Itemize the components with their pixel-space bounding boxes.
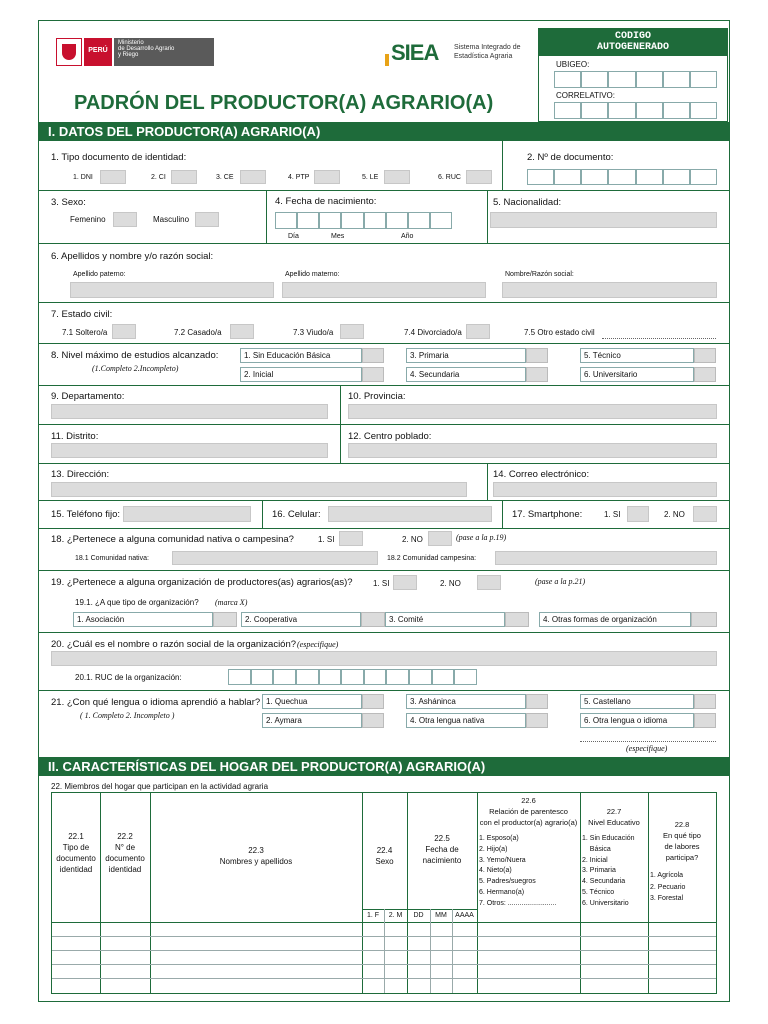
ministry-logo bbox=[56, 38, 214, 66]
siea-logo-text: SIEA bbox=[391, 40, 439, 65]
col-22-5-header: 22.5 Fecha de nacimiento bbox=[422, 834, 462, 865]
q15-phone-field[interactable] bbox=[123, 506, 251, 522]
q11-label: 11. Distrito: bbox=[51, 431, 99, 442]
q17-no-box[interactable] bbox=[693, 506, 717, 522]
q7-married-box[interactable] bbox=[230, 324, 254, 339]
q19-no-box[interactable] bbox=[477, 575, 501, 590]
q3-female-box[interactable] bbox=[113, 212, 137, 227]
q19-option-association: 1. Asociación bbox=[73, 612, 213, 627]
q18-1-native-field[interactable] bbox=[172, 551, 378, 565]
q21-note: ( 1. Completo 2. Incompleto ) bbox=[80, 711, 175, 720]
q1-option-le: 5. LE bbox=[362, 174, 379, 181]
q1-option-ptp: 4. PTP bbox=[288, 174, 310, 181]
ministry-line-3: y Riego bbox=[118, 52, 139, 58]
q19-yes-box[interactable] bbox=[393, 575, 417, 590]
q6-name-label: Nombre/Razón social: bbox=[505, 271, 574, 278]
relation-option: 6. Hermano(a) bbox=[479, 888, 525, 896]
section-2-title: II. CARACTERÍSTICAS DEL HOGAR DEL PRODUCTOR(A) AGRARIO(A) bbox=[38, 757, 730, 776]
q21-option-5: 5. Castellano bbox=[580, 694, 694, 709]
code-title-bar bbox=[539, 29, 727, 56]
q1-option-dni: 1. DNI bbox=[73, 174, 93, 181]
siea-subtitle-2: Estadística Agraria bbox=[454, 53, 513, 60]
siea-bar-icon bbox=[385, 54, 389, 66]
q2-label: 2. Nº de documento: bbox=[527, 152, 614, 163]
table-row[interactable] bbox=[52, 979, 716, 993]
q3-male-box[interactable] bbox=[195, 212, 219, 227]
q19-option-no: 2. NO bbox=[440, 579, 461, 588]
q18-yes-box[interactable] bbox=[339, 531, 363, 546]
q17-option-yes: 1. SI bbox=[604, 510, 621, 519]
education-option: 1. Sin Educación Básica bbox=[582, 835, 635, 853]
q6-maternal-label: Apellido materno: bbox=[285, 271, 340, 278]
q18-2-peasant-field[interactable] bbox=[495, 551, 717, 565]
col-22-5-day: DD bbox=[413, 912, 424, 919]
col-22-6-header: 22.6 Relación de parentesco con el productor(a) agrario(a) bbox=[479, 796, 578, 827]
q7-option-single: 7.1 Soltero/a bbox=[62, 328, 108, 337]
q8-option-4: 4. Secundaria bbox=[406, 367, 526, 382]
q16-label: 16. Celular: bbox=[272, 509, 321, 520]
table-row[interactable] bbox=[52, 923, 716, 937]
q19-committee-box[interactable] bbox=[505, 612, 529, 627]
q21-box-1[interactable] bbox=[362, 694, 384, 709]
q18-no-box[interactable] bbox=[428, 531, 452, 546]
q4-day-label: Día bbox=[288, 233, 299, 240]
q19-1-label: 19.1. ¿A que tipo de organización? bbox=[75, 598, 199, 607]
q1-label: 1. Tipo documento de identidad: bbox=[51, 152, 187, 163]
labor-option: 1. Agrícola bbox=[650, 872, 684, 879]
relation-option: 5. Padres/suegros bbox=[479, 878, 536, 886]
q8-box-1[interactable] bbox=[362, 348, 384, 363]
q6-name-field[interactable] bbox=[502, 282, 717, 298]
q17-option-no: 2. NO bbox=[664, 510, 685, 519]
q21-label: 21. ¿Con qué lengua o idioma aprendió a hablar? bbox=[51, 697, 261, 708]
relation-option: 3. Yerno/Nuera bbox=[479, 856, 526, 864]
q8-option-2: 2. Inicial bbox=[240, 367, 362, 382]
ubigeo-field[interactable] bbox=[554, 71, 717, 88]
q3-label: 3. Sexo: bbox=[51, 197, 86, 208]
q14-label: 14. Correo electrónico: bbox=[493, 469, 590, 480]
code-title-line-2: AUTOGENERADO bbox=[596, 42, 669, 53]
q8-box-5[interactable] bbox=[694, 348, 716, 363]
q7-divorced-box[interactable] bbox=[466, 324, 490, 339]
q19-label: 19. ¿Pertenece a alguna organización de productores(as) agrarios(as)? bbox=[51, 577, 353, 588]
col-22-8-options bbox=[650, 870, 716, 905]
labor-option: 2. Pecuario bbox=[650, 883, 686, 891]
education-option: 6. Universitario bbox=[582, 899, 629, 907]
education-option: 3. Primaria bbox=[582, 867, 616, 875]
ubigeo-label: UBIGEO: bbox=[556, 60, 590, 69]
q20-organization-name-field[interactable] bbox=[51, 651, 717, 666]
q20-note: (especifique) bbox=[297, 640, 339, 649]
q22-label: 22. Miembros del hogar que participan en la actividad agraria bbox=[51, 782, 269, 791]
q6-paternal-label: Apellido paterno: bbox=[73, 271, 126, 278]
col-22-6-options bbox=[479, 834, 579, 910]
section-1-title: I. DATOS DEL PRODUCTOR(A) AGRARIO(A) bbox=[38, 122, 730, 141]
q4-label: 4. Fecha de nacimiento: bbox=[275, 196, 377, 207]
relation-option: 1. Esposo(a) bbox=[479, 835, 519, 842]
q4-year-label: Año bbox=[401, 233, 414, 240]
q21-box-6[interactable] bbox=[694, 713, 716, 728]
q6-maternal-field[interactable] bbox=[282, 282, 486, 298]
q21-box-2[interactable] bbox=[362, 713, 384, 728]
household-members-table bbox=[51, 792, 717, 994]
col-22-5-year: AAAA bbox=[455, 912, 474, 919]
siea-logo bbox=[385, 40, 535, 68]
q16-mobile-field[interactable] bbox=[328, 506, 492, 522]
q21-specify-note: (especifique) bbox=[626, 744, 668, 753]
col-22-4-header: 22.4 Sexo bbox=[375, 846, 394, 866]
q21-box-3[interactable] bbox=[526, 694, 548, 709]
q1-option-ruc: 6. RUC bbox=[438, 174, 461, 181]
col-22-7-options bbox=[582, 834, 648, 910]
autogenerated-code-box bbox=[538, 28, 728, 122]
code-title-line-1: CODIGO bbox=[614, 31, 651, 42]
q5-label: 5. Nacionalidad: bbox=[493, 197, 562, 208]
q1-le-box[interactable] bbox=[384, 170, 410, 184]
q19-option-yes: 1. SI bbox=[373, 579, 390, 588]
q19-note: (pase a la p.21) bbox=[535, 577, 586, 586]
q12-label: 12. Centro poblado: bbox=[348, 431, 432, 442]
q19-cooperative-box[interactable] bbox=[361, 612, 385, 627]
q13-label: 13. Dirección: bbox=[51, 469, 110, 480]
correlativo-label: CORRELATIVO: bbox=[556, 91, 615, 100]
col-22-4-female: 1. F bbox=[366, 912, 380, 919]
q1-option-ce: 3. CE bbox=[216, 174, 234, 181]
q12-town-field[interactable] bbox=[348, 443, 717, 458]
education-option: 4. Secundaria bbox=[582, 878, 626, 886]
q8-box-4[interactable] bbox=[526, 367, 548, 382]
q7-label: 7. Estado civil: bbox=[51, 309, 113, 320]
q21-box-5[interactable] bbox=[694, 694, 716, 709]
q20-1-label: 20.1. RUC de la organización: bbox=[75, 673, 182, 682]
q8-option-6: 6. Universitario bbox=[580, 367, 694, 382]
q7-option-married: 7.2 Casado/a bbox=[174, 328, 222, 337]
q9-department-field[interactable] bbox=[51, 404, 328, 419]
page-title: PADRÓN DEL PRODUCTOR(A) AGRARIO(A) bbox=[74, 92, 494, 114]
q21-option-2: 2. Aymara bbox=[262, 713, 362, 728]
q21-specify-line[interactable] bbox=[580, 741, 716, 742]
q8-box-6[interactable] bbox=[694, 367, 716, 382]
q3-option-male: Masculino bbox=[153, 215, 190, 224]
q4-birthdate-field[interactable] bbox=[275, 212, 452, 229]
q8-option-1: 1. Sin Educación Básica bbox=[240, 348, 362, 363]
col-22-3-header: 22.3 Nombres y apellidos bbox=[219, 846, 293, 866]
siea-subtitle-1: Sistema Integrado de bbox=[454, 44, 521, 51]
q4-month-label: Mes bbox=[331, 233, 345, 240]
q7-option-divorced: 7.4 Divorciado/a bbox=[404, 328, 462, 337]
table-row[interactable] bbox=[52, 951, 716, 965]
q3-option-female: Femenino bbox=[70, 215, 106, 224]
col-22-1-header: 22.1 Tipo de documento identidad bbox=[56, 832, 96, 874]
q18-option-yes: 1. SI bbox=[318, 535, 335, 544]
ministry-line-1: Ministerio bbox=[118, 40, 144, 46]
q17-label: 17. Smartphone: bbox=[512, 509, 583, 520]
q21-option-1: 1. Quechua bbox=[262, 694, 362, 709]
q8-box-2[interactable] bbox=[362, 367, 384, 382]
q7-widowed-box[interactable] bbox=[340, 324, 364, 339]
q8-option-3: 3. Primaria bbox=[406, 348, 526, 363]
q7-option-other: 7.5 Otro estado civil bbox=[524, 328, 595, 337]
q6-label: 6. Apellidos y nombre y/o razón social: bbox=[51, 251, 214, 262]
q10-province-field[interactable] bbox=[348, 404, 717, 419]
q20-1-ruc-field[interactable] bbox=[228, 669, 477, 685]
q1-ruc-box[interactable] bbox=[466, 170, 492, 184]
q20-label: 20. ¿Cuál es el nombre o razón social de la organización? bbox=[51, 639, 297, 650]
q7-other-line[interactable] bbox=[602, 338, 716, 339]
q5-nationality-field[interactable] bbox=[490, 212, 717, 228]
labor-option: 3. Forestal bbox=[650, 895, 684, 902]
education-option: 2. Inicial bbox=[582, 856, 608, 864]
table-row[interactable] bbox=[52, 937, 716, 951]
relation-option: 4. Nieto(a) bbox=[479, 867, 512, 875]
q8-note: (1.Completo 2.Incompleto) bbox=[92, 364, 179, 373]
q1-ce-box[interactable] bbox=[240, 170, 266, 184]
q6-paternal-field[interactable] bbox=[70, 282, 274, 298]
q19-other-box[interactable] bbox=[691, 612, 717, 627]
correlativo-field[interactable] bbox=[554, 102, 717, 119]
q8-box-3[interactable] bbox=[526, 348, 548, 363]
peru-shield-icon bbox=[56, 38, 82, 66]
q7-option-widowed: 7.3 Viudo/a bbox=[293, 328, 334, 337]
q7-single-box[interactable] bbox=[112, 324, 136, 339]
q11-district-field[interactable] bbox=[51, 443, 328, 458]
q10-label: 10. Provincia: bbox=[348, 391, 406, 402]
q1-option-ci: 2. CI bbox=[151, 174, 166, 181]
q21-option-6: 6. Otra lengua o idioma bbox=[580, 713, 694, 728]
q19-option-committee: 3. Comité bbox=[385, 612, 505, 627]
q18-label: 18. ¿Pertenece a alguna comunidad nativa o campesina? bbox=[51, 534, 294, 545]
q21-option-3: 3. Asháninca bbox=[406, 694, 526, 709]
q19-option-other: 4. Otras formas de organización bbox=[539, 612, 691, 627]
q21-option-4: 4. Otra lengua nativa bbox=[406, 713, 526, 728]
relation-option: 2. Hijo(a) bbox=[479, 845, 508, 853]
q9-label: 9. Departamento: bbox=[51, 391, 125, 402]
q18-2-label: 18.2 Comunidad campesina: bbox=[387, 555, 477, 562]
q8-label: 8. Nivel máximo de estudios alcanzado: bbox=[51, 350, 219, 361]
q19-1-note: (marca X) bbox=[215, 598, 248, 607]
relation-option: 7. Otros: ......................... bbox=[479, 899, 557, 907]
q13-address-field[interactable] bbox=[51, 482, 467, 497]
q1-ptp-box[interactable] bbox=[314, 170, 340, 184]
q1-dni-box[interactable] bbox=[100, 170, 126, 184]
col-22-2-header: 22.2 N° de documento identidad bbox=[105, 832, 145, 874]
table-row[interactable] bbox=[52, 965, 716, 979]
q19-association-box[interactable] bbox=[213, 612, 237, 627]
q15-label: 15. Teléfono fijo: bbox=[51, 509, 121, 520]
q14-email-field[interactable] bbox=[493, 482, 717, 497]
q8-option-5: 5. Técnico bbox=[580, 348, 694, 363]
ministry-line-2: de Desarrollo Agrario bbox=[118, 46, 175, 52]
ministry-text-block bbox=[114, 38, 214, 66]
col-22-4-male: 2. M bbox=[388, 912, 403, 919]
education-option: 5. Técnico bbox=[582, 888, 615, 896]
col-22-7-header: 22.7 Nivel Educativo bbox=[588, 807, 640, 827]
q17-yes-box[interactable] bbox=[627, 506, 649, 522]
q1-ci-box[interactable] bbox=[171, 170, 197, 184]
q19-option-cooperative: 2. Cooperativa bbox=[241, 612, 361, 627]
q18-note: (pase a la p.19) bbox=[456, 533, 507, 542]
col-22-8-header: 22.8 En qué tipo de labores participa? bbox=[663, 820, 701, 862]
col-22-5-month: MM bbox=[435, 912, 447, 919]
q2-document-number-field[interactable] bbox=[527, 169, 717, 185]
q18-option-no: 2. NO bbox=[402, 535, 423, 544]
q21-box-4[interactable] bbox=[526, 713, 548, 728]
peru-flag-text: PERÚ bbox=[84, 38, 112, 66]
q18-1-label: 18.1 Comunidad nativa: bbox=[75, 555, 149, 562]
